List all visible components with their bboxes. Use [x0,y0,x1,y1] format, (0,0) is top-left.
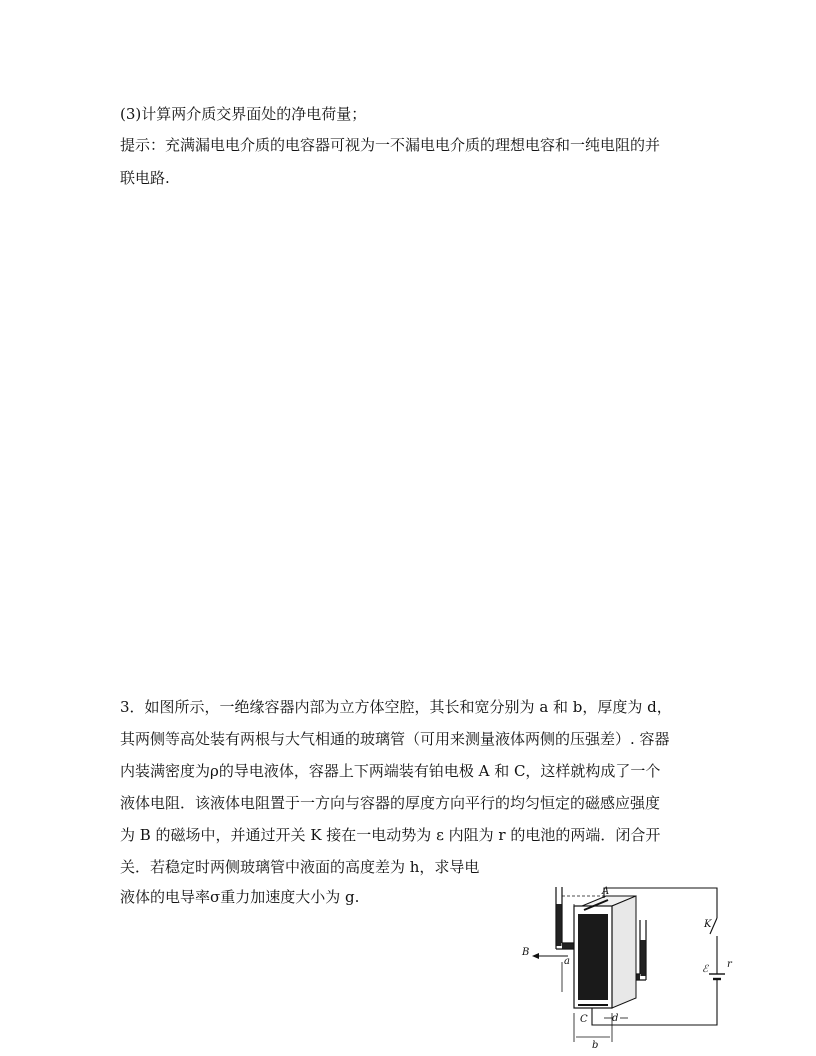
problem3-line: 为 B 的磁场中，并通过开关 K 接在一电动势为 ε 内阻为 r 的电池的两端．闭合开 [120,826,661,844]
problem3-line: 其两侧等高处装有两根与大气相通的玻璃管（可用来测量液体两侧的压强差）. 容器 [120,730,670,748]
conductive-liquid [578,914,608,1000]
hint-line-1: 提示：充满漏电电介质的电容器可视为一不漏电电介质的理想电容和一纯电阻的并 [120,136,661,154]
label-length-a: a [564,956,570,967]
container [574,896,636,1008]
label-electrode-c: C [580,1014,588,1025]
hint-line-2: 联电路. [120,169,170,187]
problem3-line: 内装满密度为ρ的导电液体，容器上下两端装有铂电极 A 和 C，这样就构成了一个 [120,762,661,780]
part3-question: (3)计算两介质交界面处的净电荷量； [120,105,367,123]
magnetic-field-arrow [532,953,568,959]
label-switch-k: K [704,919,712,930]
label-emf: ℰ [702,964,709,975]
problem3-line: 3．如图所示，一绝缘容器内部为立方体空腔，其长和宽分别为 a 和 b，厚度为 d， [120,698,672,716]
problem3-line: 液体的电导率σ重力加速度大小为 g. [120,888,360,906]
label-width-b: b [592,1040,599,1051]
apparatus-figure [512,882,738,1056]
label-electrode-a: A [602,886,610,897]
label-field-b: B [522,947,530,958]
label-internal-resistance: r [727,959,732,970]
problem3-line: 关．若稳定时两侧玻璃管中液面的高度差为 h，求导电 [120,858,480,876]
problem3-line: 液体电阻．该液体电阻置于一方向与容器的厚度方向平行的均匀恒定的磁感应强度 [120,794,661,812]
apparatus-diagram [512,882,738,1056]
label-thickness-d: d [612,1013,619,1024]
